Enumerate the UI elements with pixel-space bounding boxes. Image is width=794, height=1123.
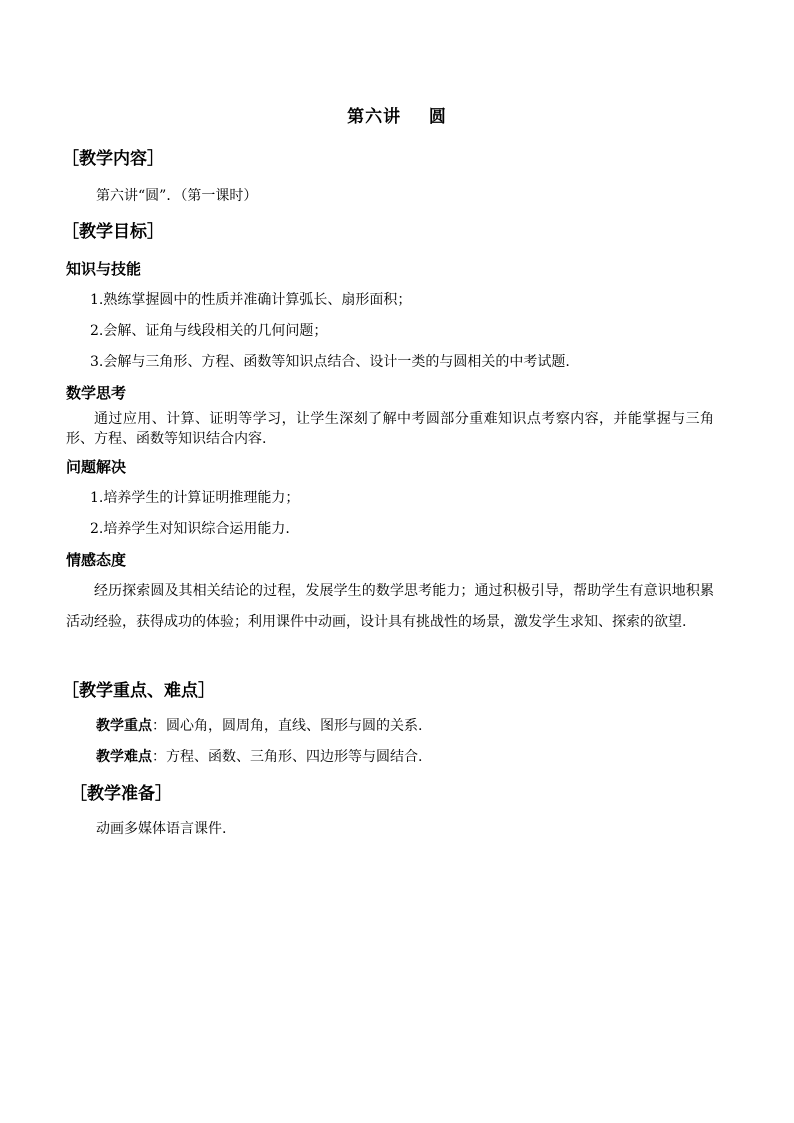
- difficult-point-line: [96, 747, 422, 767]
- key-point-line: [96, 716, 422, 736]
- problem-item-1: 1.培养学生的计算证明推理能力；: [90, 490, 300, 506]
- problem-item-2: 2.培养学生对知识综合运用能力.: [90, 521, 290, 537]
- thinking-paragraph: 通过应用、计算、证明等学习，让学生深刻了解中考圆部分重难知识点考察内容，并能掌握与三角形、方程、函数等知识结合内容.: [66, 411, 714, 447]
- difficult-point-text: ：方程、函数、三角形、四边形等与圆结合.: [152, 749, 423, 765]
- key-point-label: 教学重点: [96, 718, 152, 734]
- emotion-paragraph: 经历探索圆及其相关结论的过程，发展学生的数学思考能力；通过积极引导，帮助学生有意识地积累活动经验，获得成功的体验；利用课件中动画，设计具有挑战性的场景，激发学生求知、探索的欲望.: [66, 583, 714, 630]
- difficult-point-label: 教学难点: [96, 749, 152, 765]
- knowledge-item-3: 3.会解与三角形、方程、函数等知识点结合、设计一类的与圆相关的中考试题.: [90, 354, 570, 370]
- section-heading-keypoints: ［教学重点、难点］: [62, 681, 215, 701]
- knowledge-item-1: 1.熟练掌握圆中的性质并准确计算弧长、扇形面积；: [90, 292, 412, 308]
- page-title: 第六讲 圆: [347, 107, 447, 127]
- sub-heading-thinking: 数学思考: [66, 384, 127, 402]
- sub-heading-problem: 问题解决: [66, 458, 127, 476]
- section-heading-preparation: ［教学准备］: [70, 784, 172, 804]
- knowledge-item-2: 2.会解、证角与线段相关的几何问题；: [90, 323, 328, 339]
- section-heading-content: ［教学内容］: [62, 149, 164, 169]
- sub-heading-emotion: 情感态度: [66, 551, 127, 569]
- section-heading-goals: ［教学目标］: [62, 222, 164, 242]
- preparation-text: 动画多媒体语言课件.: [96, 821, 227, 837]
- key-point-text: ：圆心角，圆周角，直线、图形与圆的关系.: [152, 718, 423, 734]
- content-text: 第六讲“圆”．（第一课时）: [96, 188, 258, 204]
- sub-heading-knowledge: 知识与技能: [66, 260, 142, 278]
